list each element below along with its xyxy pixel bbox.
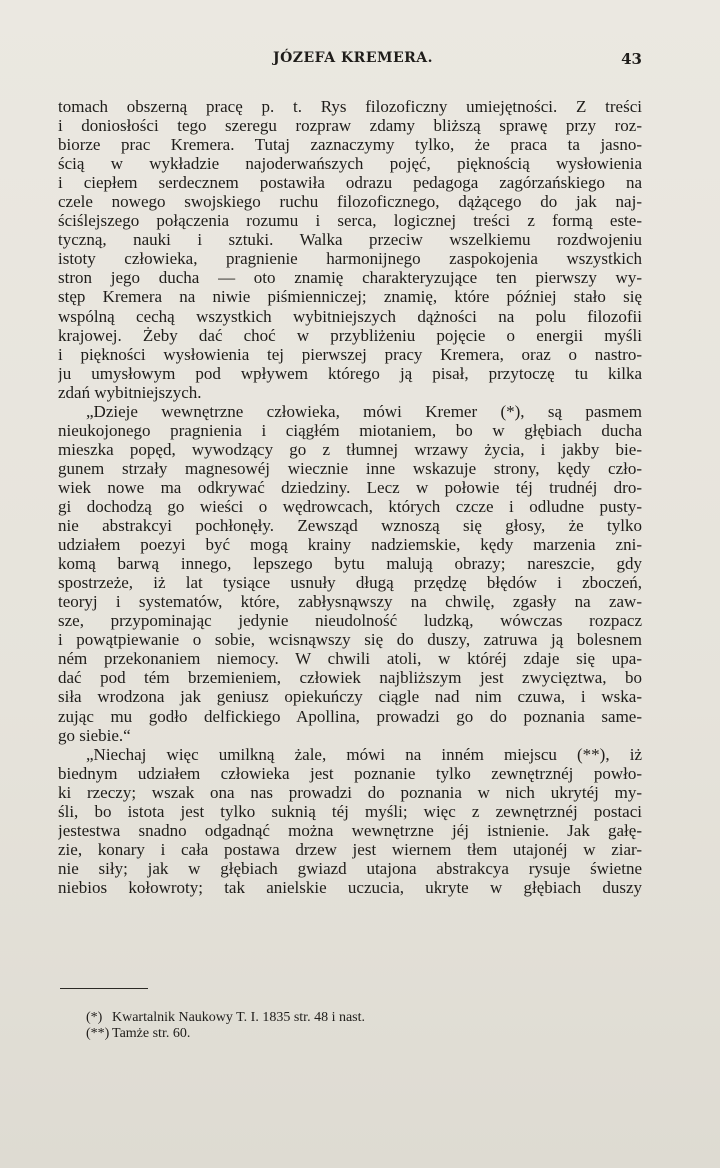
text-line: i powątpiewanie o sobie, wcisnąwszy się do duszy, zatruwa ją bolesnem xyxy=(58,630,642,650)
text-line: ściślejszego połączenia rozumu i serca, logicznej treści z formą este- xyxy=(58,211,642,231)
running-head: JÓZEFA KREMERA. xyxy=(272,50,434,66)
text-line: nie siły; jak w głębiach gwiazd utajona abstrakcya rysuje świetne xyxy=(58,858,642,878)
page-number: 43 xyxy=(621,50,642,68)
text-line: i doniosłości tego szeregu rozpraw zdamy bliższą sprawę przy roz- xyxy=(58,116,642,136)
footnote-text: Tamże str. 60. xyxy=(112,1026,191,1041)
text-line: i piękności wysłowienia tej pierwszej pracy Kremera, oraz o nastro- xyxy=(58,344,642,364)
text-line: czele nowego swojskiego ruchu filozoficznego, dążącego do jak naj- xyxy=(58,192,642,212)
text-line: gunem strzały magnesowéj wiecznie inne wskazuje strony, kędy czło- xyxy=(58,458,642,478)
text-line: spostrzeże, iż lat tysiące usnuły długą przędzę błędów i zboczeń, xyxy=(58,573,642,593)
text-line: stęp Kremera na niwie piśmienniczej; znamię, które później stało się xyxy=(58,287,642,307)
text-line: teoryj i systematów, które, zabłysnąwszy na chwilę, zgasły na zaw- xyxy=(58,592,642,612)
body-text xyxy=(58,97,642,897)
text-line: wiek nowe ma odkrywać dziedziny. Lecz w połowie téj trudnéj dro- xyxy=(58,477,642,497)
footnote-rule xyxy=(60,988,148,989)
footnote xyxy=(86,1010,606,1026)
footnote-marker: (**) xyxy=(86,1026,110,1041)
text-line: zie, konary i cała postawa drzew jest wiernem tłem utajonéj w ziar- xyxy=(58,839,642,859)
text-line: jestestwa snadno odgadnąć można wewnętrzne jéj istnienie. Jak gałę- xyxy=(58,820,642,840)
text-line: sze, przypominając jedynie nieudolność ludzką, wówczas rozpacz xyxy=(58,611,642,631)
text-line: tyczną, nauki i sztuki. Walka przeciw wszelkiemu rozdwojeniu xyxy=(58,230,642,250)
text-line: i ciepłem serdecznem postawiła odrazu pedagoga zagórzańskiego na xyxy=(58,173,642,193)
text-line: dać pod tém brzemieniem, człowiek najbliższym jest zwycięztwa, bo xyxy=(58,668,642,688)
text-line: mieszka popęd, wywodzący go z tłumnej wrzawy życia, i jakby bie- xyxy=(58,439,642,459)
text-line: stron jego ducha — oto znamię charakteryzujące ten pierwszy wy- xyxy=(58,268,642,288)
text-line: komą barwą innego, lepszego bytu malują obrazy; nareszcie, gdy xyxy=(58,554,642,574)
text-line: ném przekonaniem niemocy. W chwili atoli, w któréj zdaje się upa- xyxy=(58,649,642,669)
footnote-text: Kwartalnik Naukowy T. I. 1835 str. 48 i nast. xyxy=(112,1010,366,1025)
text-line: siła wrodzona jak geniusz opiekuńczy ciągle nad nim czuwa, i wska- xyxy=(58,687,642,707)
text-line: udziałem poezyi być mogą krainy nadziemskie, kędy marzenia zni- xyxy=(58,535,642,555)
footnote xyxy=(86,1026,606,1042)
text-line: go siebie.“ xyxy=(58,725,131,745)
text-line: śli, bo istota jest tylko suknią téj myśli; więc z zewnętrznéj postaci xyxy=(58,801,642,821)
text-line: biorze prac Kremera. Tutaj zaznaczymy tylko, że praca ta jasno- xyxy=(58,135,642,155)
footnotes xyxy=(86,1010,606,1042)
text-line: „Niechaj więc umilkną żale, mówi na inném miejscu (**), iż xyxy=(86,744,642,764)
text-line: krajowej. Żeby dać choć w przybliżeniu pojęcie o energii myśli xyxy=(58,325,642,345)
text-line: ki rzeczy; wszak ona nas prowadzi do poznania w nich ukrytéj my- xyxy=(58,782,642,802)
text-line: ju umysłowym pod wpływem którego ją pisał, przytoczę tu kilka xyxy=(58,363,642,383)
text-line: nie abstrakcyi pochłonęły. Zewsząd wznoszą się głosy, że tylko xyxy=(58,516,642,536)
text-line: zdań wybitniejszych. xyxy=(58,382,202,402)
text-line: biednym udziałem człowieka jest poznanie tylko zewnętrznéj powło- xyxy=(58,763,642,783)
text-line: wspólną cechą wszystkich wybitniejszych dążności na polu filozofii xyxy=(58,306,642,326)
text-line: tomach obszerną pracę p. t. Rys filozoficzny umiejętności. Z treści xyxy=(58,97,642,116)
text-line: niebios kołowroty; tak anielskie uczucia, ukryte w głębiach duszy xyxy=(58,877,642,897)
footnote-marker: (*) xyxy=(86,1010,103,1025)
text-line: nieukojonego pragnienia i ciągłém miotaniem, bo w głębiach ducha xyxy=(58,420,642,440)
text-line: zując mu godło delfickiego Apollina, prowadzi go do poznania same- xyxy=(58,706,642,726)
text-line: „Dzieje wewnętrzne człowieka, mówi Kremer (*), są pasmem xyxy=(86,401,642,421)
text-line: gi dochodzą go wieści o wędrowcach, których czcze i odludne pusty- xyxy=(58,496,642,516)
text-line: istoty człowieka, pragnienie harmonijnego zaspokojenia wszystkich xyxy=(58,249,642,269)
page-header xyxy=(58,50,648,74)
text-line: ścią w wykładzie najoderwańszych pojęć, pięknością wysłowienia xyxy=(58,154,642,174)
